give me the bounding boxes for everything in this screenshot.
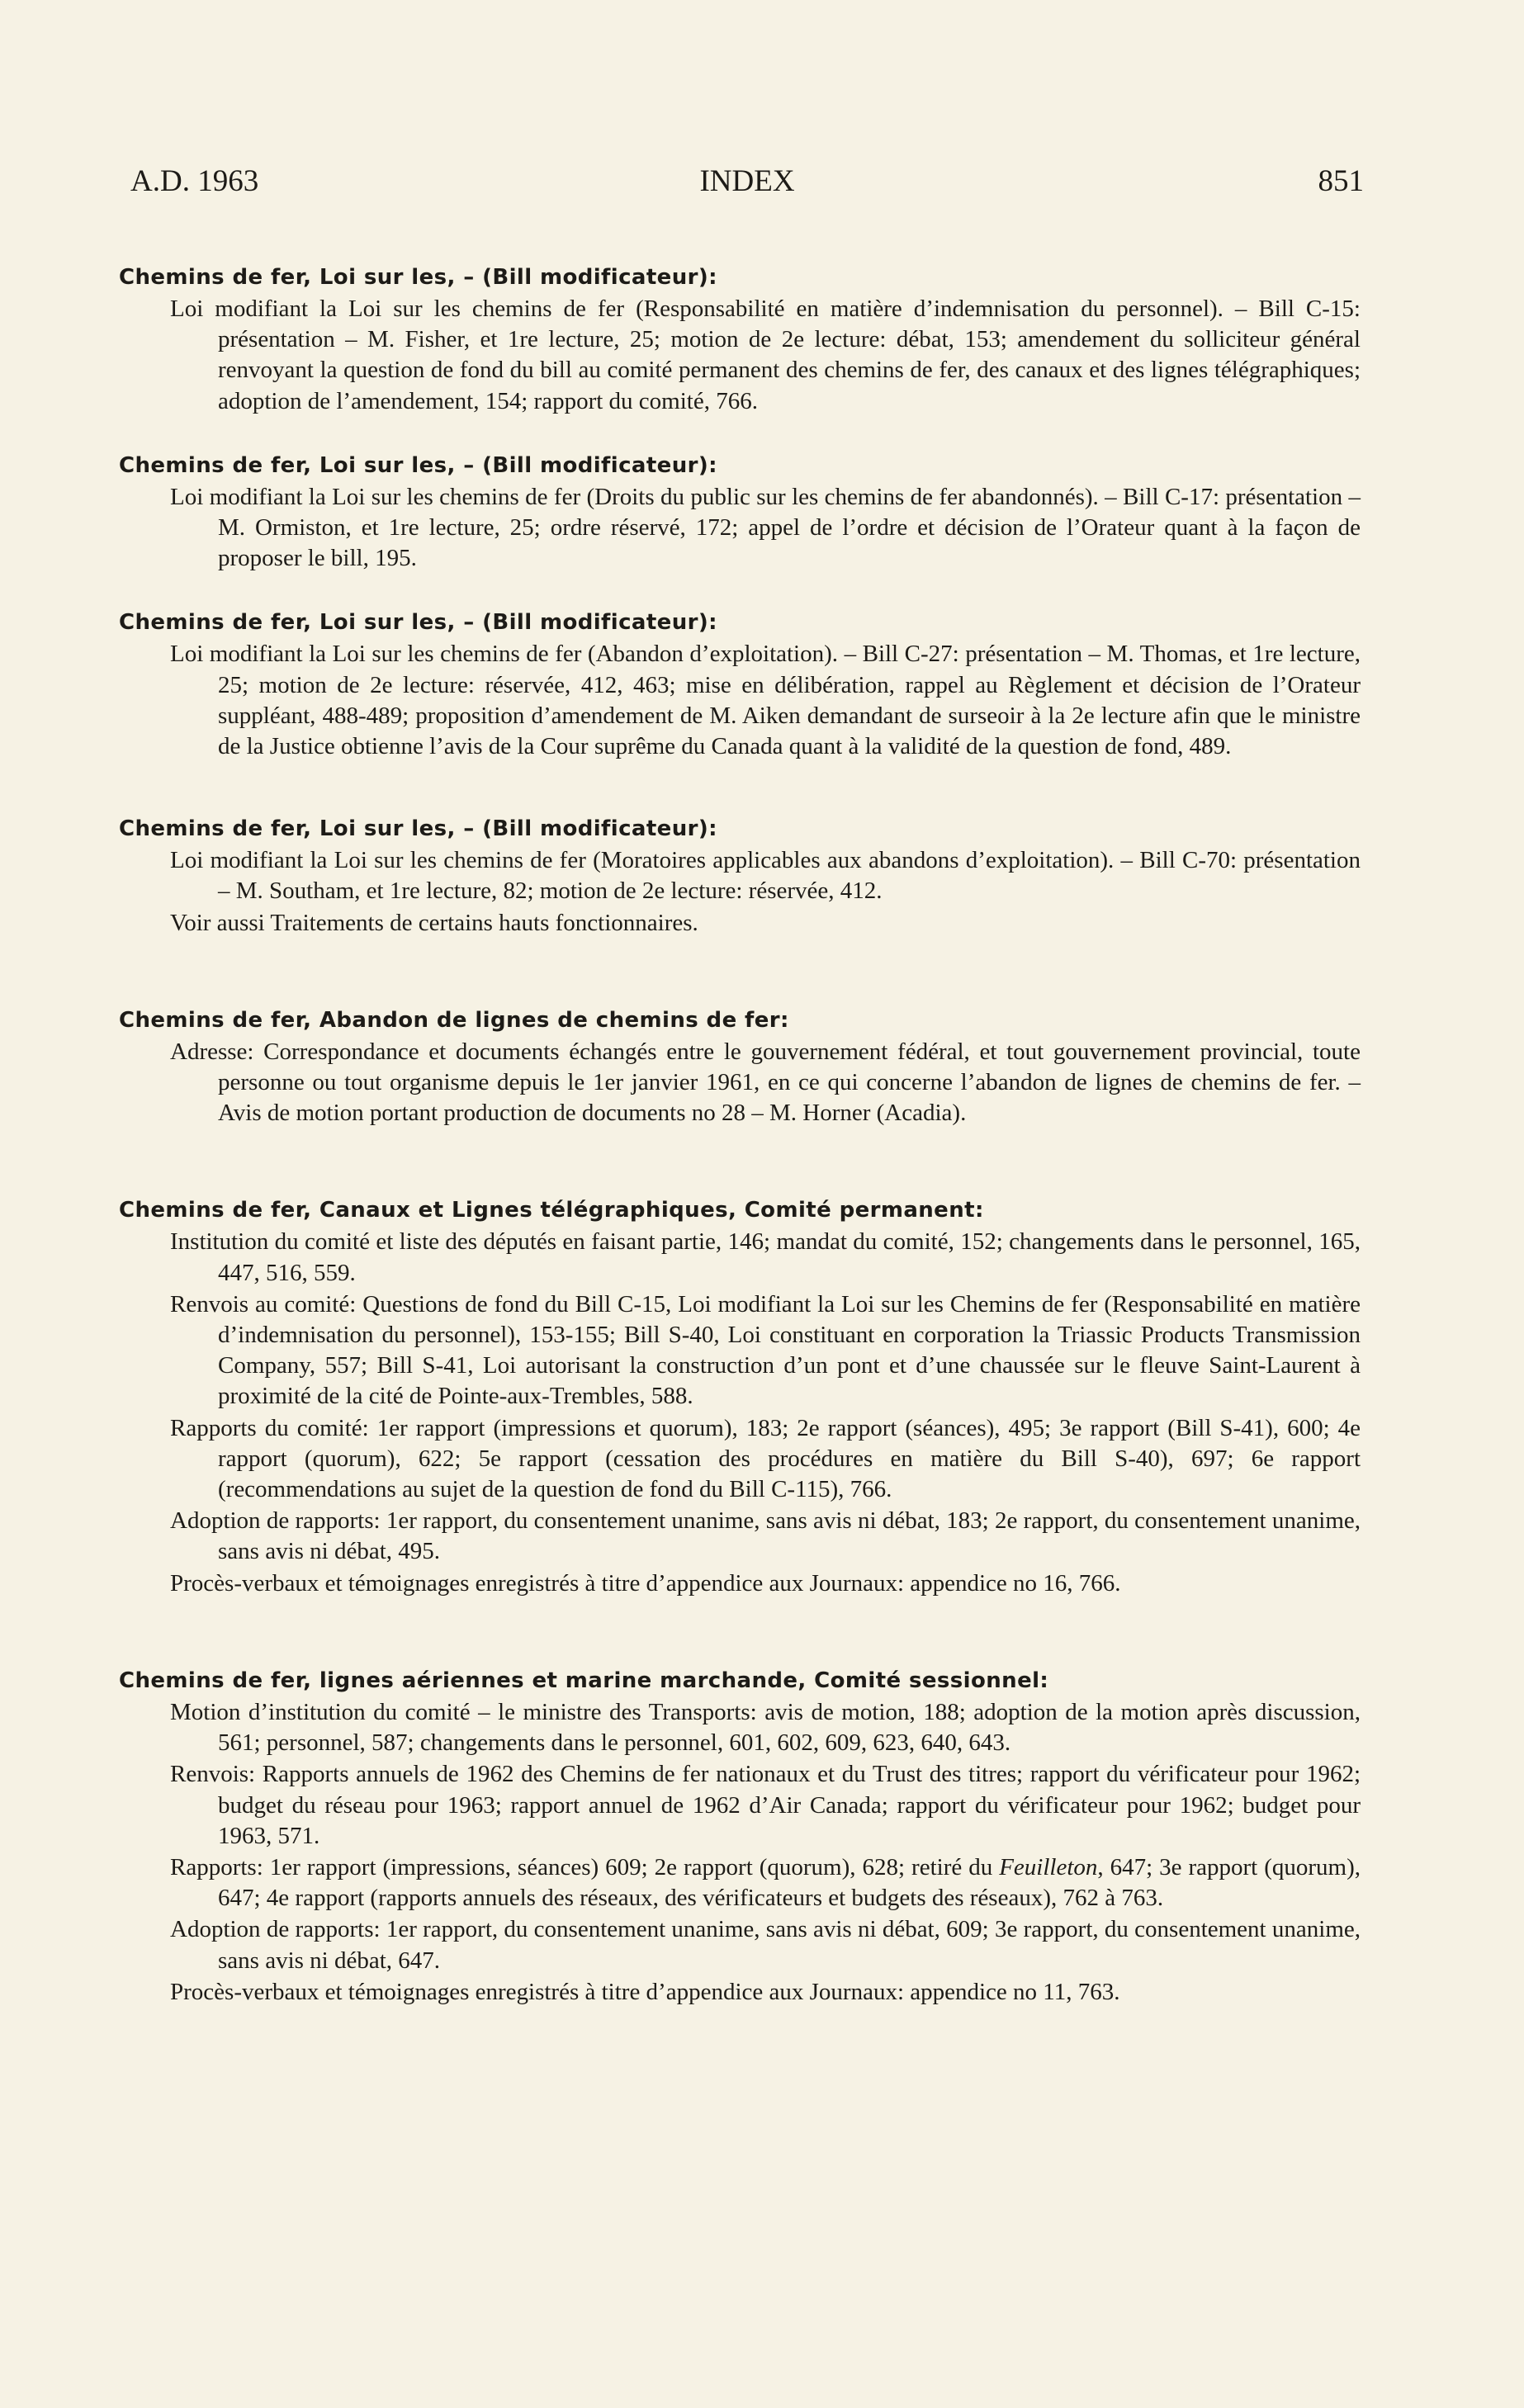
entry-text: Rapports du comité: 1er rapport (impressions et quorum), 183; 2e rapport (séances), 495; 3e rapport (Bill S-41), 600; 4e rapport (quorum), 622; 5e rapport (cessation des procédures en matière du Bill S-40), 697; 6e rapport (recommendations au sujet de la question de fond du Bill C-115), 766.: [170, 1414, 1361, 1503]
entry-heading: Chemins de fer, Loi sur les, – (Bill modificateur):: [119, 610, 717, 636]
entry-text: Loi modifiant la Loi sur les chemins de fer (Abandon d’exploitation). – Bill C-27: présentation – M. Thomas, et 1re lecture, 25; motion de 2e lecture: réservée, 412, 463; mise en délibération, rappel au Règlement et décision de l’Orateur suppléant, 488-489; proposition d’amendement de M. Aiken demandant de surseoir à la 2e lecture afin que le ministre de la Justice obtienne l’avis de la Cour suprême du Canada quant à la validité de la question de fond, 489.: [170, 641, 1361, 760]
entry-text: Renvois au comité: Questions de fond du Bill C-15, Loi modifiant la Loi sur les Chemins de fer (Responsabilité en matière d’indemnisation du personnel), 153-155; Bill S-40, Loi constituant en corporation la Triassic Products Transmission Company, 557; Bill S-41, Loi autorisant la construction d’un pont et d’une chaussée sur le fleuve Saint-Laurent à proximité de la cité de Pointe-aux-Trembles, 588.: [170, 1290, 1361, 1410]
entry-heading: Chemins de fer, Canaux et Lignes télégraphiques, Comité permanent:: [119, 1198, 984, 1223]
entry-text: Adresse: Correspondance et documents échangés entre le gouvernement fédéral, et tout gouvernement provincial, toute personne ou tout organisme depuis le 1er janvier 1961, en ce qui concerne l’abandon de lignes de chemins de fer. – Avis de motion portant production de documents no 28 – M. Horner (Acadia).: [170, 1038, 1361, 1127]
entry-text: Loi modifiant la Loi sur les chemins de fer (Responsabilité en matière d’indemnisation du personnel). – Bill C-15: présentation – M. Fisher, et 1re lecture, 25; motion de 2e lecture: débat, 153; amendement du solliciteur général renvoyant la question de fond du bill au comité permanent des chemins de fer, des canaux et des lignes télégraphiques; adoption de l’amendement, 154; rapport du comité, 766.: [170, 296, 1361, 414]
index-entry: [119, 263, 1361, 417]
entry-text: Procès-verbaux et témoignages enregistrés à titre d’appendice aux Journaux: appendice no 16, 766.: [170, 1569, 1121, 1597]
entry-heading: Chemins de fer, lignes aériennes et marine marchande, Comité sessionnel:: [119, 1668, 1049, 1693]
header-year: A.D. 1963: [130, 164, 259, 198]
entry-text: Loi modifiant la Loi sur les chemins de fer (Moratoires applicables aux abandons d’exploitation). – Bill C-70: présentation – M. Southam, et 1re lecture, 82; motion de 2e lecture: réservée, 412.: [170, 847, 1361, 905]
index-entry: [119, 814, 1361, 939]
index-entry: [119, 1666, 1361, 2008]
index-entry: [119, 451, 1361, 575]
header-title: INDEX: [699, 164, 795, 198]
index-entry: [119, 1195, 1361, 1598]
cross-reference: Voir aussi Traitements de certains hauts fonctionnaires.: [170, 909, 698, 936]
entry-heading: Chemins de fer, Loi sur les, – (Bill modificateur):: [119, 265, 717, 290]
entry-text: Procès-verbaux et témoignages enregistrés à titre d’appendice aux Journaux: appendice no 11, 763.: [170, 1978, 1120, 2005]
entry-text: Adoption de rapports: 1er rapport, du consentement unanime, sans avis ni débat, 183; 2e rapport, du consentement unanime, sans avis ni débat, 495.: [170, 1507, 1361, 1565]
index-entry: [119, 1005, 1361, 1129]
entry-heading: Chemins de fer, Abandon de lignes de chemins de fer:: [119, 1007, 789, 1033]
index-entry: [119, 608, 1361, 762]
entry-text: Adoption de rapports: 1er rapport, du consentement unanime, sans avis ni débat, 609; 3e rapport, du consentement unanime, sans avis ni débat, 647.: [170, 1916, 1361, 1974]
entry-text: Renvois: Rapports annuels de 1962 des Chemins de fer nationaux et du Trust des titres; rapport du vérificateur pour 1962; budget du réseau pour 1963; rapport annuel de 1962 d’Air Canada; rapport du vérificateur pour 1962; budget pour 1963, 571.: [170, 1761, 1361, 1849]
entry-text: Rapports: 1er rapport (impressions, séances) 609; 2e rapport (quorum), 628; retiré du Feuilleton, 647; 3e rapport (quorum), 647; 4e rapport (rapports annuels des réseaux, des vérificateurs et budgets des réseaux), 762 à 763.: [170, 1853, 1361, 1912]
page-number: 851: [1318, 164, 1364, 198]
entry-heading: Chemins de fer, Loi sur les, – (Bill modificateur):: [119, 816, 717, 842]
index-content: [119, 263, 1361, 2008]
running-header: [130, 163, 1364, 205]
entry-heading: Chemins de fer, Loi sur les, – (Bill modificateur):: [119, 452, 717, 478]
entry-text: Motion d’institution du comité – le ministre des Transports: avis de motion, 188; adoption de la motion après discussion, 561; personnel, 587; changements dans le personnel, 601, 602, 609, 623, 640, 643.: [170, 1698, 1361, 1757]
entry-text: Loi modifiant la Loi sur les chemins de fer (Droits du public sur les chemins de fer abandonnés). – Bill C-17: présentation – M. Ormiston, et 1re lecture, 25; ordre réservé, 172; appel de l’ordre et décision de l’Orateur quant à la façon de proposer le bill, 195.: [170, 483, 1361, 572]
entry-text: Institution du comité et liste des députés en faisant partie, 146; mandat du comité, 152; changements dans le personnel, 165, 447, 516, 559.: [170, 1228, 1361, 1286]
